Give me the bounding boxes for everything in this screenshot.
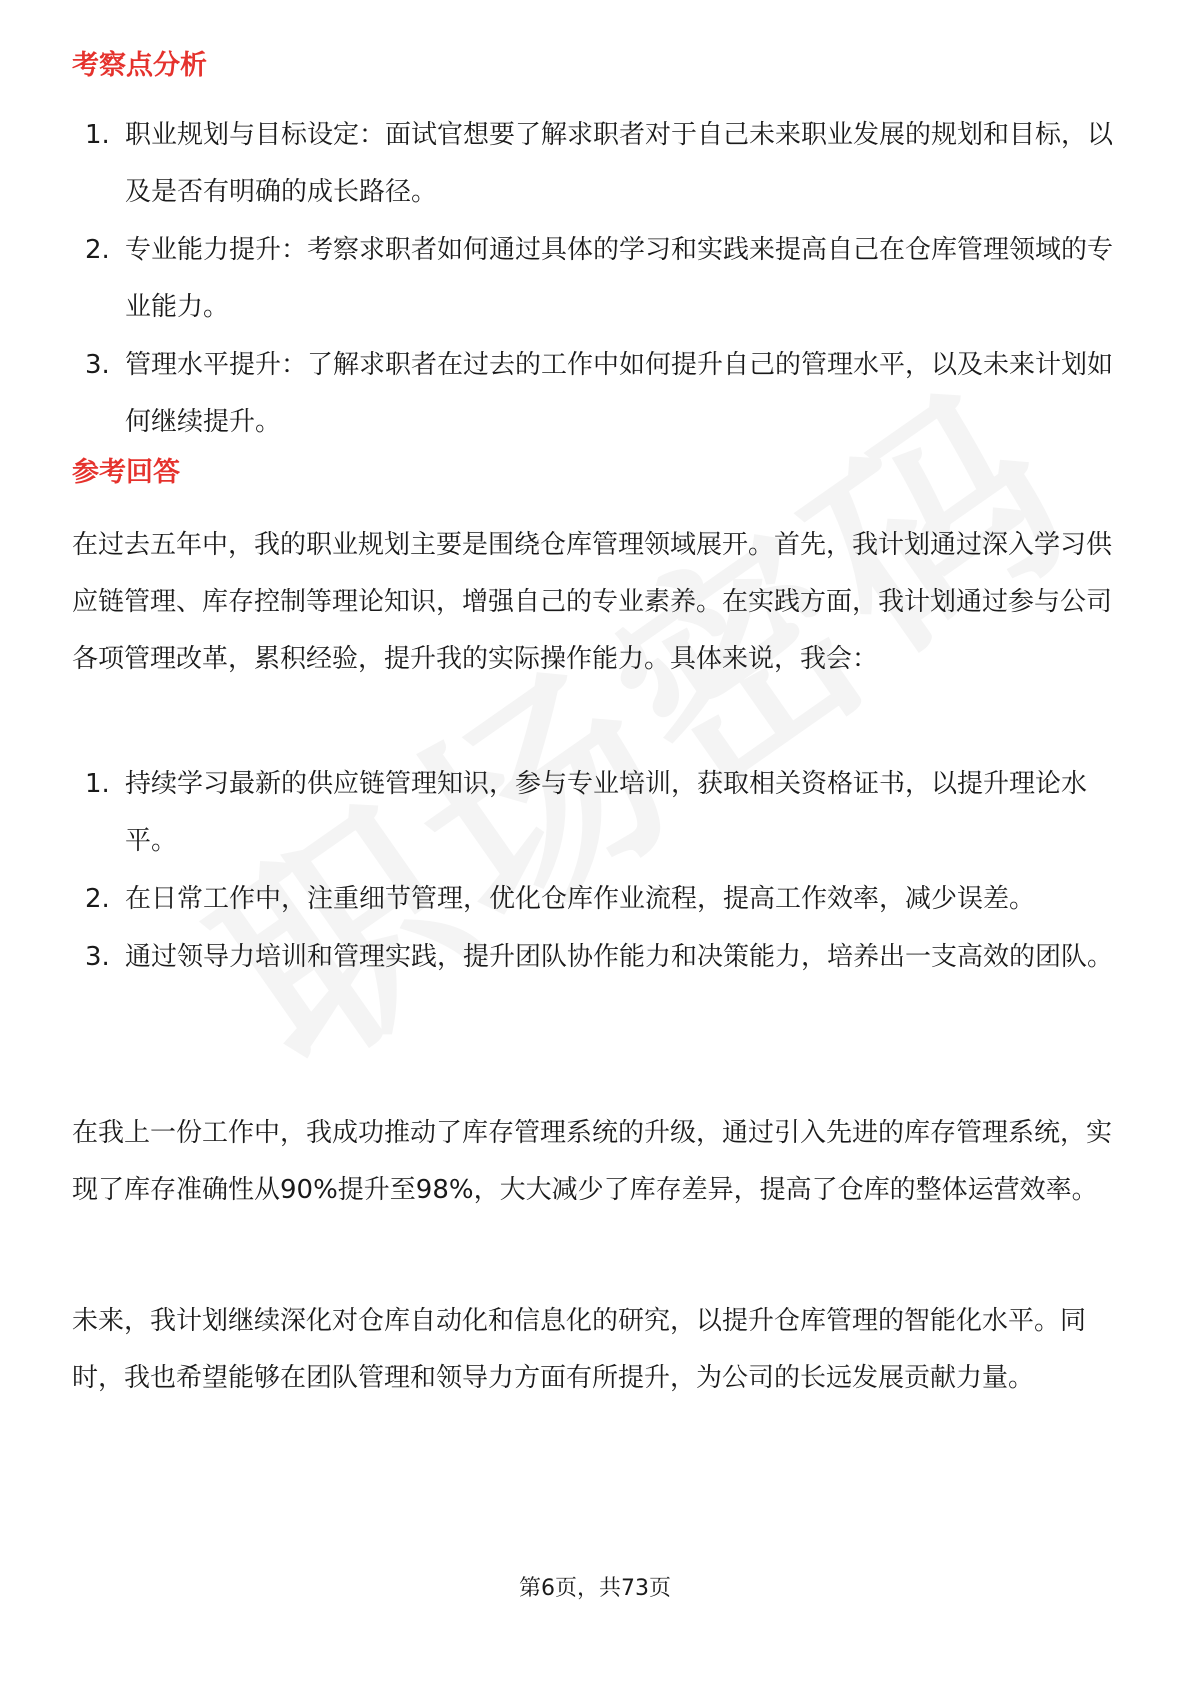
list-number: 3. bbox=[85, 942, 110, 972]
list-item: 2. 在日常工作中，注重细节管理，优化仓库作业流程，提高工作效率，减少误差。 bbox=[72, 871, 1118, 928]
list-item: 2. 专业能力提升：考察求职者如何通过具体的学习和实践来提高自己在仓库管理领域的专业能力。 bbox=[72, 222, 1118, 336]
section-title-answer: 参考回答 bbox=[72, 457, 180, 488]
analysis-list bbox=[72, 107, 1118, 452]
list-item: 3. 管理水平提升：了解求职者在过去的工作中如何提升自己的管理水平，以及未来计划如何继续提升。 bbox=[72, 337, 1118, 451]
future-paragraph: 未来，我计划继续深化对仓库自动化和信息化的研究，以提升仓库管理的智能化水平。同时，我也希望能够在团队管理和领导力方面有所提升，为公司的长远发展贡献力量。 bbox=[72, 1306, 1087, 1393]
answer-intro-paragraph: 在过去五年中，我的职业规划主要是围绕仓库管理领域展开。首先，我计划通过深入学习供应链管理、库存控制等理论知识，增强自己的专业素养。在实践方面，我计划通过参与公司各项管理改革，累积经验，提升我的实际操作能力。具体来说，我会： bbox=[72, 530, 1113, 674]
list-number: 2. bbox=[85, 235, 110, 265]
list-number: 1. bbox=[85, 120, 110, 150]
list-item: 1. 职业规划与目标设定：面试官想要了解求职者对于自己未来职业发展的规划和目标，以及是否有明确的成长路径。 bbox=[72, 107, 1118, 221]
list-number: 2. bbox=[85, 884, 110, 914]
list-number: 3. bbox=[85, 350, 110, 380]
answer-list bbox=[72, 756, 1118, 987]
list-number: 1. bbox=[85, 769, 110, 799]
list-item: 3. 通过领导力培训和管理实践，提升团队协作能力和决策能力，培养出一支高效的团队。 bbox=[72, 929, 1118, 986]
achievement-paragraph: 在我上一份工作中，我成功推动了库存管理系统的升级，通过引入先进的库存管理系统，实现了库存准确性从90%提升至98%，大大减少了库存差异，提高了仓库的整体运营效率。 bbox=[72, 1118, 1113, 1205]
section-title-analysis: 考察点分析 bbox=[72, 50, 207, 81]
list-item: 1. 持续学习最新的供应链管理知识，参与专业培训，获取相关资格证书，以提升理论水平。 bbox=[72, 756, 1118, 870]
page-number: 第6页，共73页 bbox=[519, 1576, 671, 1601]
